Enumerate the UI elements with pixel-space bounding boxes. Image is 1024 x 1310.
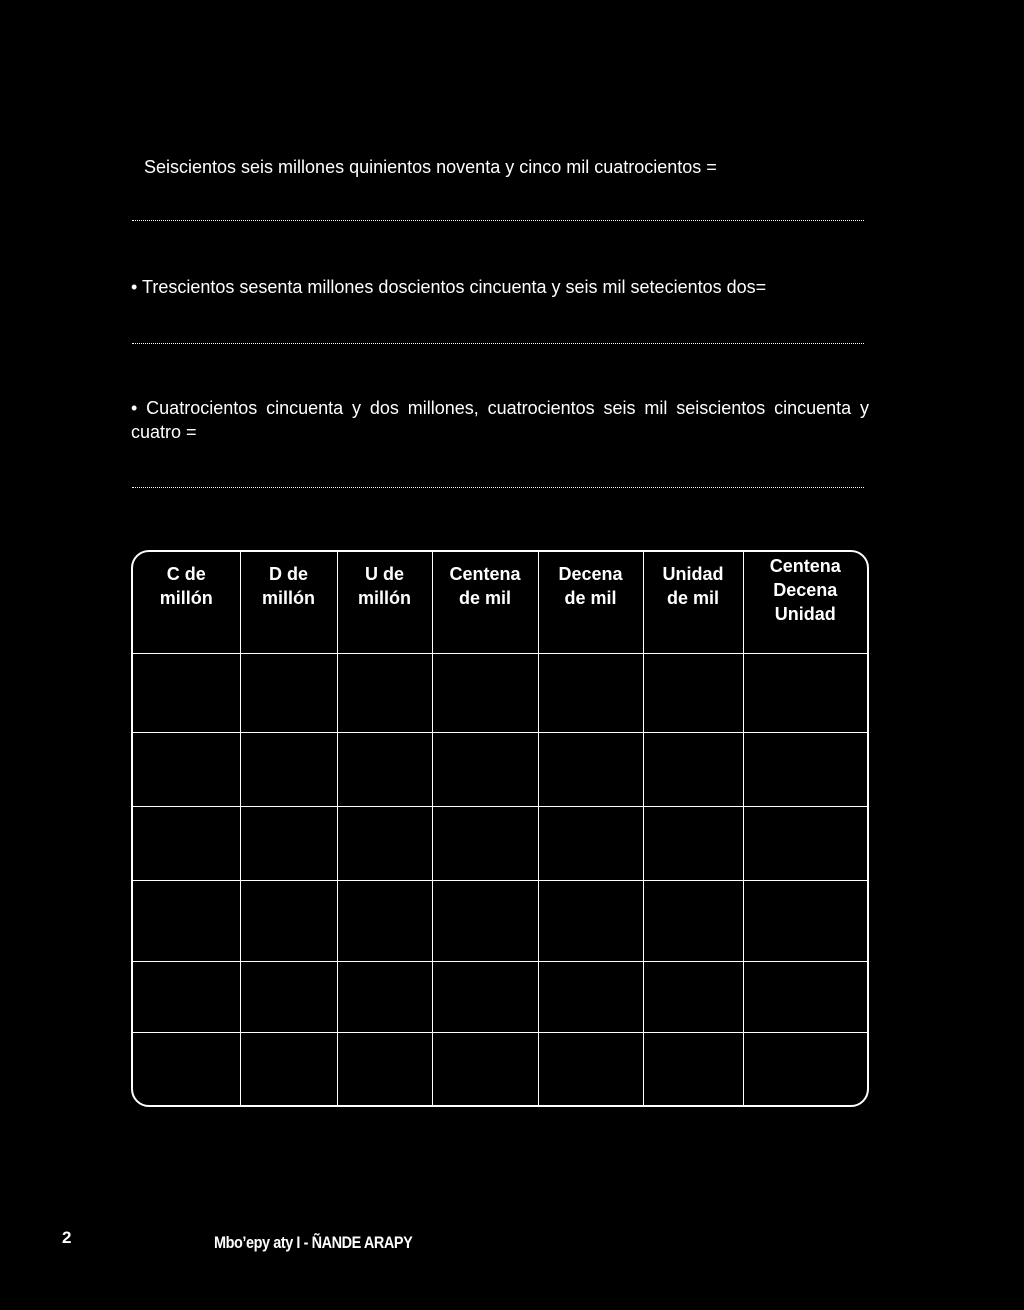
table-cell[interactable] — [743, 807, 867, 881]
table-cell[interactable] — [133, 807, 240, 881]
table-cell[interactable] — [432, 733, 538, 807]
table-cell[interactable] — [432, 654, 538, 733]
table-cell[interactable] — [743, 733, 867, 807]
table-cell[interactable] — [643, 733, 743, 807]
table-cell[interactable] — [743, 1033, 867, 1106]
header-unidad-de-mil: Unidad de mil — [643, 552, 743, 654]
exercise-2 — [131, 275, 766, 299]
table-row — [133, 881, 867, 962]
table-cell[interactable] — [337, 962, 432, 1033]
table-cell[interactable] — [538, 881, 643, 962]
exercise-1 — [144, 155, 717, 179]
bullet-2: • — [131, 277, 138, 297]
exercise-2-text: Trescientos sesenta millones doscientos cincuenta y seis mil setecientos dos= — [142, 277, 767, 297]
table-row — [133, 733, 867, 807]
header-decena-de-mil: Decena de mil — [538, 552, 643, 654]
table-cell[interactable] — [432, 962, 538, 1033]
table-cell[interactable] — [337, 654, 432, 733]
table-cell[interactable] — [743, 654, 867, 733]
table-cell[interactable] — [337, 881, 432, 962]
table-cell[interactable] — [337, 733, 432, 807]
exercise-3-text: Cuatrocientos cincuenta y dos millones, cuatrocientos seis mil seiscientos cincuenta y cuatro = — [131, 398, 869, 442]
table-cell[interactable] — [133, 962, 240, 1033]
header-u-de-millon: U de millón — [337, 552, 432, 654]
table-cell[interactable] — [743, 881, 867, 962]
table-cell[interactable] — [743, 962, 867, 1033]
bullet-3: • — [131, 398, 138, 418]
table-cell[interactable] — [240, 733, 337, 807]
table-cell[interactable] — [538, 962, 643, 1033]
table-cell[interactable] — [240, 654, 337, 733]
table-cell[interactable] — [538, 733, 643, 807]
header-centena-de-mil: Centena de mil — [432, 552, 538, 654]
table-cell[interactable] — [538, 1033, 643, 1106]
table-row — [133, 1033, 867, 1106]
page-number: 2 — [62, 1228, 72, 1247]
table-cell[interactable] — [240, 807, 337, 881]
table-cell[interactable] — [337, 807, 432, 881]
table-cell[interactable] — [240, 881, 337, 962]
exercise-1-text: Seiscientos seis millones quinientos noventa y cinco mil cuatrocientos = — [144, 157, 717, 177]
place-value-table — [131, 550, 869, 1107]
table-row — [133, 962, 867, 1033]
table-header-row — [133, 552, 867, 654]
answer-line-3[interactable] — [132, 487, 864, 488]
table-cell[interactable] — [432, 807, 538, 881]
table-cell[interactable] — [432, 881, 538, 962]
table-cell[interactable] — [538, 807, 643, 881]
book-title: Mbo’epy aty I - ÑANDE ARAPY — [214, 1233, 413, 1252]
table-cell[interactable] — [643, 962, 743, 1033]
table-cell[interactable] — [133, 654, 240, 733]
table-cell[interactable] — [432, 1033, 538, 1106]
table-cell[interactable] — [240, 962, 337, 1033]
table-cell[interactable] — [337, 1033, 432, 1106]
table-cell[interactable] — [643, 881, 743, 962]
table-cell[interactable] — [133, 881, 240, 962]
answer-line-2[interactable] — [132, 343, 864, 344]
header-centena-decena-unidad: Centena Decena Unidad — [743, 552, 867, 654]
table-cell[interactable] — [643, 1033, 743, 1106]
table-cell[interactable] — [538, 654, 643, 733]
header-c-de-millon: C de millón — [133, 552, 240, 654]
exercise-3 — [131, 396, 869, 444]
header-d-de-millon: D de millón — [240, 552, 337, 654]
answer-line-1[interactable] — [132, 220, 864, 221]
table-cell[interactable] — [133, 1033, 240, 1106]
table-cell[interactable] — [240, 1033, 337, 1106]
table-row — [133, 807, 867, 881]
table-cell[interactable] — [643, 807, 743, 881]
table-cell[interactable] — [133, 733, 240, 807]
table-cell[interactable] — [643, 654, 743, 733]
table-row — [133, 654, 867, 733]
